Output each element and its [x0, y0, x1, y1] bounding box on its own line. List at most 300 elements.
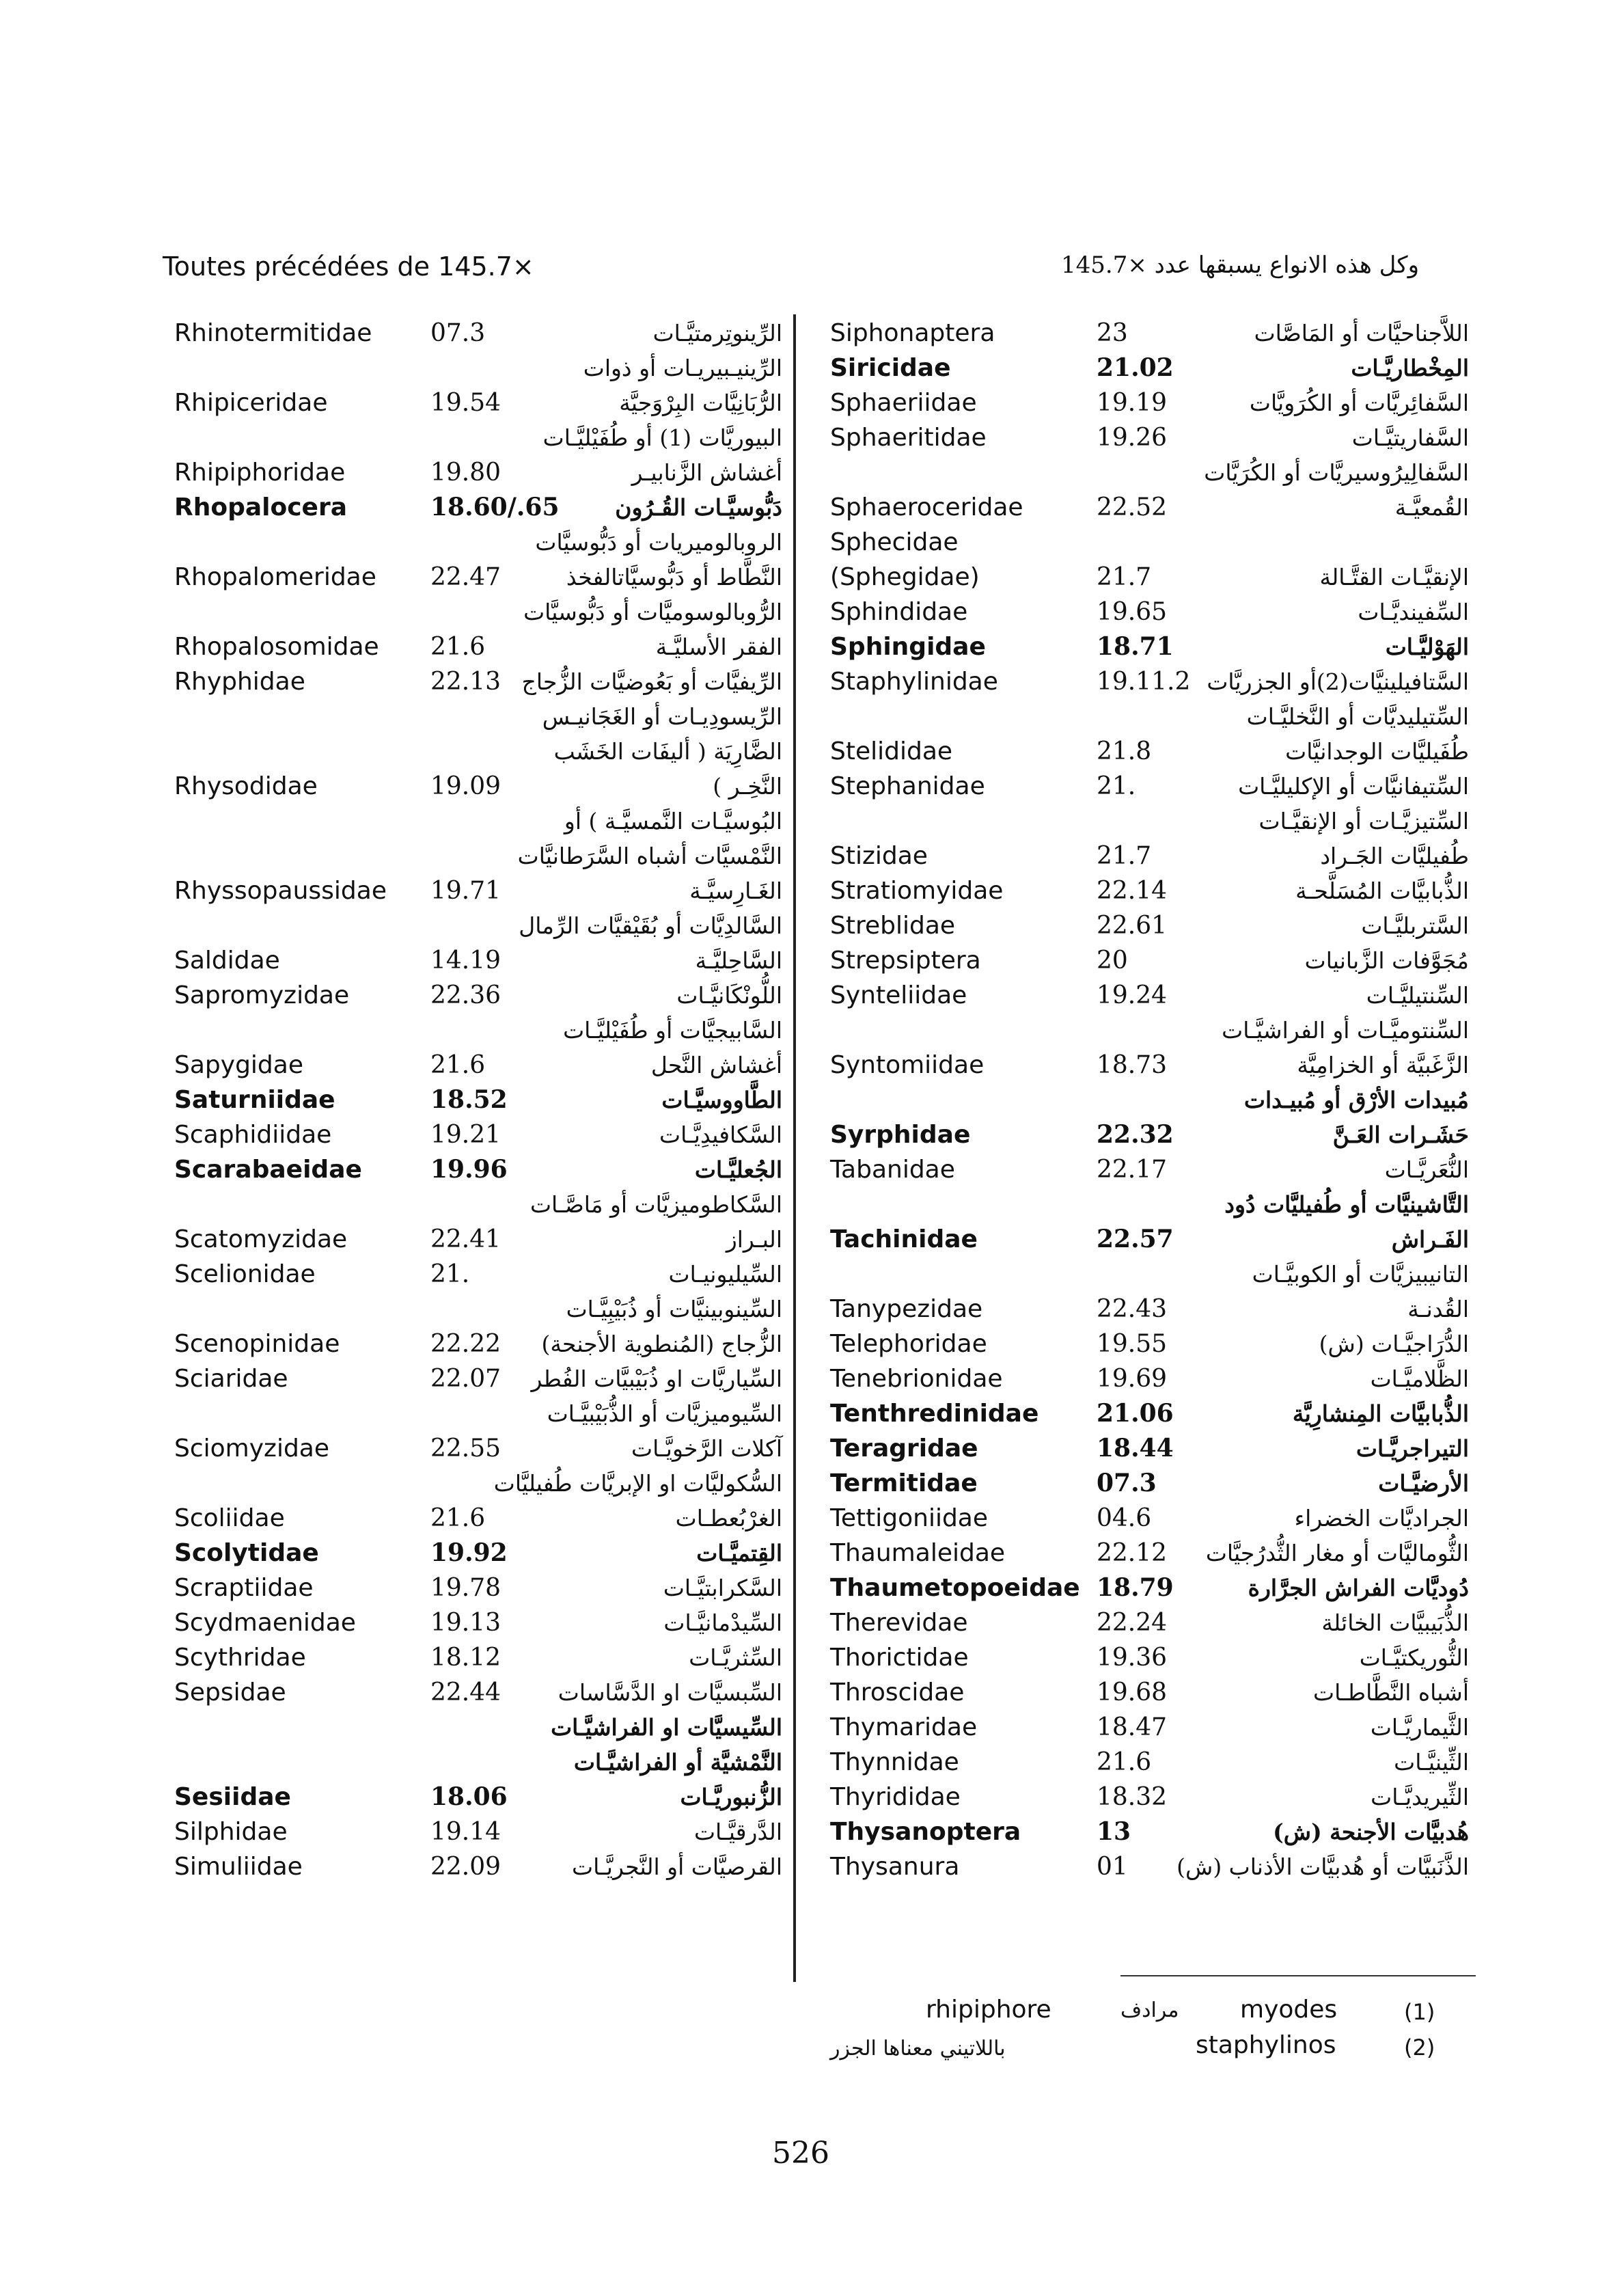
index-row [174, 1083, 782, 1117]
index-row [830, 1849, 1469, 1884]
arabic-name: السِّثريَّـات [689, 1644, 782, 1671]
arabic-name: الرِّينوتِرمتيَّـات [652, 320, 782, 346]
latin-name: Synteliidae [830, 981, 967, 1009]
index-row [174, 560, 782, 595]
latin-name: Sphingidae [830, 633, 986, 661]
class-number: 19.36 [1097, 1644, 1168, 1672]
index-row [174, 839, 782, 873]
arabic-name: التيراجريَّـات [1355, 1435, 1469, 1462]
arabic-name: الغَـارِسيَّـة [689, 878, 782, 904]
latin-name: Tettigoniidae [830, 1504, 989, 1532]
index-row [830, 1640, 1469, 1675]
latin-name: Rhopalosomidae [174, 633, 379, 661]
class-number: 19.54 [430, 389, 501, 417]
arabic-name: الظَّلاميَّـات [1370, 1365, 1469, 1392]
index-row [174, 1048, 782, 1083]
latin-name: Rhipiceridae [174, 389, 328, 417]
arabic-name: دَبُّوسيَّـات القُـرُون [615, 494, 782, 521]
latin-name: Thymaridae [830, 1713, 978, 1741]
arabic-name: الفَـراش [1391, 1226, 1469, 1253]
class-number: 19.78 [430, 1574, 501, 1602]
index-row [174, 1257, 782, 1292]
index-row [830, 1745, 1469, 1780]
class-number: 22.22 [430, 1330, 501, 1358]
latin-name: Saturniidae [174, 1086, 335, 1114]
arabic-name: مُجَوَّفات الزَّبانيات [1304, 947, 1469, 974]
arabic-name: السِّياريَّات او ذُبَيْبيَّات الفُطر [531, 1365, 782, 1392]
latin-name: Rhopalomeridae [174, 563, 376, 591]
index-row [830, 943, 1469, 978]
index-row [830, 1780, 1469, 1814]
index-row [830, 1222, 1469, 1257]
arabic-name: الثَّيماريَّـات [1370, 1714, 1469, 1741]
arabic-name: الزُّجاج (المُنطوية الأجنحة) [541, 1331, 782, 1357]
header-right: وكل هذه الانواع يسبقها عدد ×145.7 [1061, 251, 1419, 279]
index-row [174, 455, 782, 490]
class-number: 19.24 [1097, 981, 1168, 1009]
arabic-name: القُمعيَّـة [1394, 494, 1469, 521]
arabic-name: حَشَـرات العَـنَّ [1332, 1121, 1469, 1148]
arabic-name: التانيبيزيَّات أو الكوبيَّـات [1252, 1261, 1469, 1288]
index-row [174, 525, 782, 560]
arabic-name: الثُّوماليَّات أو مغار الثُّدرُجيَّات [1205, 1540, 1469, 1566]
footnote-2-arabic: باللاتيني معناها الجزر [830, 2037, 1006, 2061]
latin-name: Stizidae [830, 842, 928, 870]
latin-name: Tenthredinidae [830, 1400, 1039, 1428]
latin-name: Tanypezidae [830, 1295, 983, 1323]
index-row [174, 420, 782, 455]
index-row [174, 1501, 782, 1536]
arabic-name: الذُّبابيَّات المِنشارِيَّة [1292, 1400, 1469, 1427]
index-row [830, 769, 1469, 804]
latin-name: Staphylinidae [830, 668, 998, 696]
latin-name: Stratiomyidae [830, 877, 1004, 905]
class-number: 19.13 [430, 1609, 501, 1637]
latin-name: Scraptiidae [174, 1574, 314, 1602]
index-row [830, 490, 1469, 525]
latin-name: Rhipiphoridae [174, 459, 346, 487]
index-row [174, 908, 782, 943]
class-number: 18.12 [430, 1644, 501, 1672]
latin-name: Strepsiptera [830, 947, 981, 975]
latin-name: Thysanoptera [830, 1818, 1021, 1846]
class-number: 22.57 [1097, 1225, 1174, 1253]
arabic-name: النَّخِـر ) [713, 773, 782, 800]
arabic-name: الثِّيريديَّـات [1371, 1784, 1469, 1810]
latin-name: Thynnidae [830, 1748, 959, 1776]
index-row [174, 1605, 782, 1640]
latin-name: Thaumaleidae [830, 1539, 1006, 1567]
index-row [830, 1361, 1469, 1396]
index-row [174, 699, 782, 734]
index-row [830, 699, 1469, 734]
index-row [174, 1814, 782, 1849]
arabic-name: السَّاحِليَّـة [695, 947, 782, 974]
class-number: 22.14 [1097, 877, 1168, 905]
arabic-name: الدَّرقيَّـات [693, 1819, 782, 1845]
latin-name: Sciaridae [174, 1365, 288, 1393]
index-row [830, 734, 1469, 769]
class-number: 21. [430, 1260, 470, 1288]
arabic-name: الدُّرَاجيَّـات (ش) [1319, 1331, 1469, 1357]
class-number: 18.47 [1097, 1713, 1168, 1741]
index-row [830, 595, 1469, 629]
arabic-name: البـراز [726, 1226, 782, 1253]
arabic-name: السِّيسيَّات او الفراشيَّـات [551, 1714, 782, 1741]
arabic-name: الرُّبَانِيَّات البِرْوَجيَّة [619, 390, 782, 416]
index-row [174, 664, 782, 699]
class-number: 19.71 [430, 877, 501, 905]
latin-name: (Sphegidae) [830, 563, 980, 591]
index-row [830, 1814, 1469, 1849]
arabic-name: الجُعليَّـات [694, 1156, 782, 1183]
latin-name: Sphaeritidae [830, 424, 987, 452]
class-number: 18.32 [1097, 1783, 1168, 1811]
class-number: 07.3 [1097, 1469, 1157, 1497]
arabic-name: الهَوْليَّـات [1385, 634, 1469, 660]
latin-name: Sphindidae [830, 598, 968, 626]
index-row [174, 595, 782, 629]
class-number: 07.3 [430, 319, 486, 347]
arabic-name: النَّمْشيَّة أو الفراشيَّـات [573, 1749, 782, 1776]
index-row [174, 1292, 782, 1327]
class-number: 22.36 [430, 981, 501, 1009]
index-row [174, 1327, 782, 1361]
index-row [830, 1013, 1469, 1048]
latin-name: Thysanura [830, 1853, 960, 1881]
class-number: 23 [1097, 319, 1128, 347]
index-row [174, 1571, 782, 1605]
index-row [830, 420, 1469, 455]
index-row [174, 1640, 782, 1675]
arabic-name: هُدبيَّات الأجنحة (ش) [1273, 1819, 1469, 1845]
class-number: 19.65 [1097, 598, 1168, 626]
class-number: 21.02 [1097, 353, 1174, 382]
arabic-name: مُبيدات الأرْق أو مُبيـدات [1243, 1087, 1469, 1113]
class-number: 22.32 [1097, 1120, 1174, 1149]
latin-name: Scelionidae [174, 1260, 316, 1288]
class-number: 19.09 [430, 772, 501, 800]
index-row [830, 629, 1469, 664]
latin-name: Tachinidae [830, 1225, 978, 1253]
class-number: 21.7 [1097, 842, 1152, 870]
index-row [174, 1013, 782, 1048]
arabic-name: السَّتافيلينيَّات(2)أو الجزريَّات [1207, 668, 1469, 695]
class-number: 22.47 [430, 563, 501, 591]
class-number: 14.19 [430, 947, 501, 975]
arabic-name: السَّفائِريَّات أو الكُرَويَّات [1249, 390, 1469, 416]
index-row [174, 1675, 782, 1710]
latin-name: Scenopinidae [174, 1330, 340, 1358]
arabic-name: الإنقيَّـات القتَّـالة [1319, 564, 1469, 590]
class-number: 18.60/.65 [430, 493, 560, 521]
latin-name: Sesiidae [174, 1783, 291, 1811]
column-divider [793, 314, 796, 1982]
arabic-name: الزَّغَبيَّة أو الخزامِيَّة [1297, 1052, 1469, 1078]
arabic-name: السِّينوبينيَّات أو ذُبَيْبِيَّـات [566, 1296, 782, 1322]
footnote-2-marker: (2) [1404, 2035, 1435, 2061]
arabic-name: السَّكاطوميزيَّات أو مَاصَّـات [529, 1191, 782, 1218]
class-number: 22.24 [1097, 1609, 1168, 1637]
class-number: 01 [1097, 1853, 1128, 1881]
left-column [174, 316, 782, 1884]
index-row [174, 1396, 782, 1431]
arabic-name: اللُّونْكَانيَّـات [676, 982, 782, 1009]
class-number: 22.52 [1097, 493, 1168, 521]
arabic-name: أشباه النَّطَّاطـات [1313, 1679, 1469, 1706]
arabic-name: الرُّوبالوسوميَّات أو دَبُّوسيَّات [523, 599, 782, 625]
class-number: 22.43 [1097, 1295, 1168, 1323]
index-row [174, 1117, 782, 1152]
latin-name: Sapromyzidae [174, 981, 350, 1009]
arabic-name: السَّابيجيَّات أو طُفَيْليَّـات [563, 1017, 782, 1044]
arabic-name: القُدنـة [1407, 1296, 1469, 1322]
index-row [830, 1710, 1469, 1745]
index-row [830, 1327, 1469, 1361]
arabic-name: السَّفالِيرُوسيريَّات أو الكُرَيَّات [1204, 459, 1469, 486]
index-row [830, 1501, 1469, 1536]
index-row [830, 351, 1469, 385]
class-number: 21.6 [430, 1051, 486, 1079]
latin-name: Sapygidae [174, 1051, 303, 1079]
index-row [174, 1152, 782, 1187]
index-row [830, 316, 1469, 351]
latin-name: Therevidae [830, 1609, 968, 1637]
arabic-name: السُّكوليَّات او الإبريَّات طُفيليَّات [493, 1470, 782, 1497]
arabic-name: أغشاش النَّحل [650, 1052, 782, 1078]
class-number: 19.19 [1097, 389, 1168, 417]
index-row [830, 1605, 1469, 1640]
arabic-name: السِّنتوميَّـات أو الفراشيَّـات [1222, 1017, 1469, 1044]
class-number: 21. [1097, 772, 1136, 800]
index-row [174, 943, 782, 978]
footnote-1-arabic: مرادف [1120, 1998, 1179, 2022]
header-left: Toutes précédées de 145.7× [163, 251, 534, 282]
arabic-name: السِّتيليديَّات أو النَّخليَّـات [1246, 703, 1469, 730]
index-row [174, 804, 782, 839]
arabic-name: الأرضيَّـات [1378, 1470, 1469, 1497]
arabic-name: المِخْطاريَّـات [1351, 355, 1469, 381]
arabic-name: النَّطَّاط أو دَبُّوسيَّاتالفخذ [566, 564, 782, 590]
index-row [830, 1257, 1469, 1292]
arabic-name: الضَّارِيَة ( أليفَات الخَشَب [553, 738, 782, 765]
arabic-name: السِّيوميزيَّات أو الذُّبَيْبيَّـات [547, 1400, 782, 1427]
index-row [830, 1536, 1469, 1571]
arabic-name: السِّبسيَّات او الدَّسَّاسات [558, 1679, 782, 1706]
index-row [830, 525, 1469, 560]
index-row [830, 1396, 1469, 1431]
class-number: 04.6 [1097, 1504, 1152, 1532]
class-number: 21.6 [430, 1504, 486, 1532]
latin-name: Sciomyzidae [174, 1435, 330, 1463]
class-number: 22.12 [1097, 1539, 1168, 1567]
index-row [830, 873, 1469, 908]
index-row [830, 1152, 1469, 1187]
class-number: 13 [1097, 1817, 1131, 1846]
index-row [830, 908, 1469, 943]
index-row [830, 1571, 1469, 1605]
class-number: 19.26 [1097, 424, 1168, 452]
index-row [830, 385, 1469, 420]
latin-name: Termitidae [830, 1469, 978, 1497]
latin-name: Scythridae [174, 1644, 306, 1672]
arabic-name: الذُّبَيبيَّات الخائلة [1321, 1609, 1469, 1636]
index-row [174, 1187, 782, 1222]
arabic-name: الرِّيفيَّات أو بَعُوضيَّات الزُّجاج [521, 668, 782, 695]
index-row [174, 1466, 782, 1501]
index-row [830, 664, 1469, 699]
class-number: 19.68 [1097, 1678, 1168, 1707]
class-number: 21.6 [430, 633, 486, 661]
class-number: 21.7 [1097, 563, 1152, 591]
arabic-name: السِّتيفانيَّات أو الإكليليَّـات [1238, 773, 1469, 800]
latin-name: Simuliidae [174, 1853, 303, 1881]
arabic-name: السِّتيزيَّـات أو الإنقيَّـات [1258, 808, 1469, 834]
class-number: 18.79 [1097, 1573, 1174, 1602]
arabic-name: القرصيَّات أو النَّجريَّـات [572, 1853, 782, 1880]
class-number: 18.73 [1097, 1051, 1168, 1079]
latin-name: Sphecidae [830, 528, 959, 556]
latin-name: Scydmaenidae [174, 1609, 356, 1637]
class-number: 21.06 [1097, 1399, 1174, 1428]
index-row [830, 839, 1469, 873]
footnote-2-latin: staphylinos [1196, 2031, 1336, 2059]
arabic-name: الرِّينيـبيريـات أو ذوات [583, 355, 782, 381]
class-number: 19.11.2 [1097, 668, 1191, 696]
index-row [830, 455, 1469, 490]
footnote-1-latin-right: myodes [1240, 1996, 1338, 2024]
index-row [830, 1117, 1469, 1152]
arabic-name: آكلات الرَّخويَّـات [631, 1435, 782, 1462]
footnote-rule [1120, 1975, 1476, 1976]
latin-name: Siricidae [830, 354, 951, 382]
latin-name: Syntomiidae [830, 1051, 985, 1079]
arabic-name: السِّيدْمانيَّـات [663, 1609, 782, 1636]
class-number: 19.69 [1097, 1365, 1168, 1393]
latin-name: Rhopalocera [174, 493, 348, 521]
class-number: 18.52 [430, 1085, 508, 1114]
index-row [174, 490, 782, 525]
latin-name: Stelididae [830, 737, 953, 765]
latin-name: Silphidae [174, 1818, 288, 1846]
class-number: 19.14 [430, 1818, 501, 1846]
class-number: 22.55 [430, 1435, 501, 1463]
latin-name: Thyrididae [830, 1783, 961, 1811]
index-row [174, 1431, 782, 1466]
class-number: 18.71 [1097, 632, 1174, 661]
latin-name: Siphonaptera [830, 319, 995, 347]
class-number: 22.09 [430, 1853, 501, 1881]
index-row [830, 1187, 1469, 1222]
index-row [174, 978, 782, 1013]
latin-name: Scarabaeidae [174, 1156, 362, 1184]
index-row [174, 1361, 782, 1396]
class-number: 19.21 [430, 1121, 501, 1149]
latin-name: Scolytidae [174, 1539, 319, 1567]
index-row [174, 629, 782, 664]
arabic-name: اللاَّجناحيَّات أو المَاصَّات [1254, 320, 1469, 346]
index-row [830, 1292, 1469, 1327]
class-number: 22.13 [430, 668, 501, 696]
latin-name: Sepsidae [174, 1678, 286, 1707]
index-row [830, 1466, 1469, 1501]
arabic-name: السَّتربليَّـات [1361, 912, 1469, 939]
arabic-name: الفقر الأسليَّـة [655, 634, 782, 660]
index-row [830, 1675, 1469, 1710]
index-row [174, 734, 782, 769]
index-row [174, 1222, 782, 1257]
arabic-name: السَّكافيدِيَّـات [659, 1121, 782, 1148]
arabic-name: الثِّينيَّـات [1394, 1749, 1469, 1776]
class-number: 19.80 [430, 459, 501, 487]
footnote-1-latin-left: rhipiphore [926, 1996, 1051, 2024]
right-column [830, 316, 1469, 1884]
latin-name: Tenebrionidae [830, 1365, 1003, 1393]
latin-name: Rhinotermitidae [174, 319, 372, 347]
latin-name: Throscidae [830, 1678, 965, 1707]
index-row [830, 1431, 1469, 1466]
index-row [174, 351, 782, 385]
latin-name: Scatomyzidae [174, 1225, 348, 1253]
index-row [830, 978, 1469, 1013]
class-number: 22.07 [430, 1365, 501, 1393]
class-number: 19.55 [1097, 1330, 1168, 1358]
latin-name: Thorictidae [830, 1644, 969, 1672]
latin-name: Syrphidae [830, 1121, 971, 1149]
arabic-name: البُوسيَّـات النَّمسيَّـة ) أو [564, 808, 782, 834]
latin-name: Teragridae [830, 1435, 978, 1463]
class-number: 22.41 [430, 1225, 501, 1253]
index-row [830, 804, 1469, 839]
latin-name: Tabanidae [830, 1156, 955, 1184]
arabic-name: الثُّوريكتيَّـات [1359, 1644, 1469, 1671]
latin-name: Rhyssopaussidae [174, 877, 387, 905]
arabic-name: الجراديَّات الخضراء [1294, 1505, 1469, 1532]
arabic-name: البيوريَّات (1) أو طُفَيْليَّـات [542, 424, 782, 451]
arabic-name: السِّنتيليَّـات [1366, 982, 1469, 1009]
latin-name: Saldidae [174, 947, 280, 975]
index-row [174, 1849, 782, 1884]
arabic-name: النُّعَريَّـات [1384, 1156, 1469, 1183]
class-number: 21.6 [1097, 1748, 1152, 1776]
arabic-name: الزُّنبوريَّـات [680, 1784, 782, 1810]
latin-name: Streblidae [830, 912, 956, 940]
latin-name: Rhysodidae [174, 772, 318, 800]
index-row [174, 769, 782, 804]
latin-name: Scoliidae [174, 1504, 285, 1532]
index-row [830, 560, 1469, 595]
arabic-name: طُفيليَّات الجَـراد [1320, 843, 1469, 869]
arabic-name: دُوديَّات الفراش الجرَّارة [1248, 1575, 1469, 1601]
arabic-name: الرِّيسودِيـات أو الغَجَانيـس [542, 703, 782, 730]
class-number: 20 [1097, 947, 1128, 975]
index-row [174, 316, 782, 351]
arabic-name: الغرْبُعطـات [675, 1505, 782, 1532]
arabic-name: القِتميَّـات [696, 1540, 782, 1566]
arabic-name: الذُّبابيَّات المُسَلَّحـة [1295, 878, 1469, 904]
index-row [174, 1745, 782, 1780]
index-row [830, 1048, 1469, 1083]
index-row [174, 1710, 782, 1745]
arabic-name: السِّيليونيـات [668, 1261, 782, 1288]
latin-name: Sphaeroceridae [830, 493, 1023, 521]
class-number: 18.06 [430, 1782, 508, 1811]
class-number: 22.44 [430, 1678, 501, 1707]
index-row [174, 1536, 782, 1571]
latin-name: Sphaeriidae [830, 389, 977, 417]
arabic-name: الروبالوميريات أو دَبُّوسيَّات [535, 529, 782, 556]
arabic-name: طُفَيليَّات الوجدانيَّات [1285, 738, 1469, 765]
